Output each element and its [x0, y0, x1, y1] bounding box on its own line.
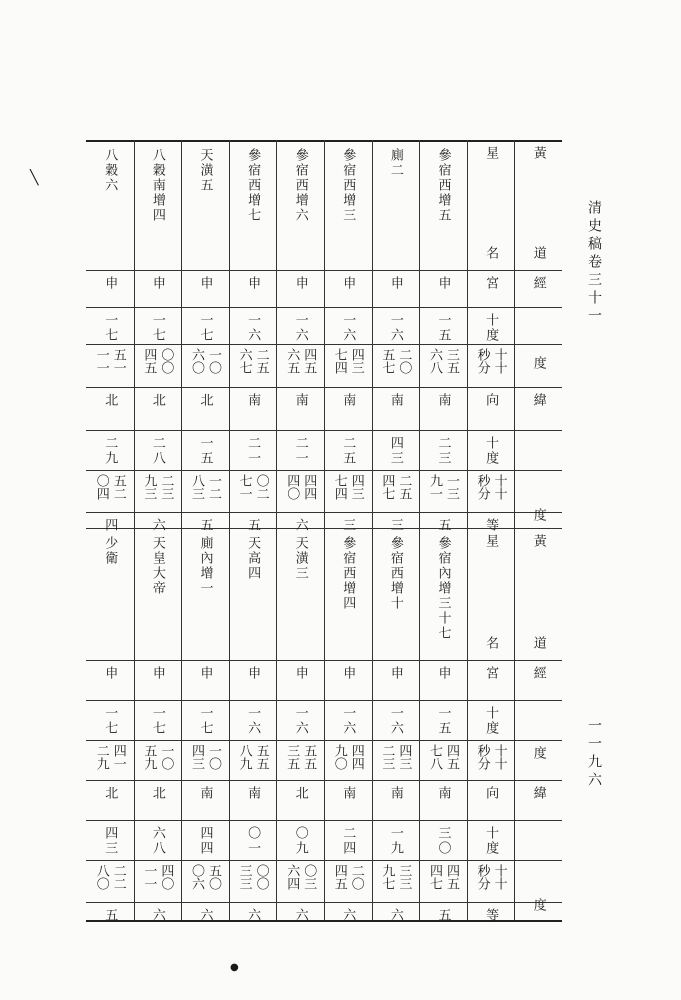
- palace-value: 申: [340, 276, 356, 291]
- latitude-min-sec: [134, 470, 182, 512]
- latitude-min-sec: [419, 860, 467, 902]
- longitude-degree: 一六: [245, 313, 261, 343]
- latitude-degree: 二五: [340, 436, 356, 466]
- stray-mark: ╲: [30, 170, 39, 186]
- value-part: 七四: [331, 474, 347, 500]
- longitude-label: 經: [530, 666, 546, 681]
- value-part: 七八: [426, 744, 442, 770]
- latitude-degree: 二一: [292, 436, 308, 466]
- star-name: 參宿內增三十七: [435, 536, 451, 641]
- palace-header: 宮: [483, 666, 499, 681]
- latitude-direction: 南: [387, 393, 403, 408]
- value-part: 秒分: [474, 744, 490, 770]
- magnitude-value: 三: [340, 518, 356, 533]
- value-part: 九七: [379, 864, 395, 890]
- star-name: 參宿西增四: [340, 536, 356, 611]
- degree-header: 十度: [483, 706, 499, 736]
- degree-label: 度: [530, 898, 546, 913]
- latitude-min-sec: [324, 470, 372, 512]
- latitude-min-sec: [229, 860, 277, 902]
- star-name: 參宿西增六: [292, 148, 308, 223]
- latitude-direction: 南: [340, 393, 356, 408]
- degree-header: 十度: [483, 436, 499, 466]
- star-name: 天潢三: [292, 536, 308, 581]
- value-part: 〇〇: [158, 348, 174, 374]
- latitude-degree: 〇九: [292, 826, 308, 856]
- magnitude-value: 六: [387, 908, 403, 923]
- palace-value: 申: [387, 276, 403, 291]
- latitude-degree: 二九: [102, 436, 118, 466]
- latitude-degree: 四三: [102, 826, 118, 856]
- degree-label: 度: [530, 356, 546, 371]
- value-part: 五〇: [205, 864, 221, 890]
- latitude-direction: 南: [387, 786, 403, 801]
- magnitude-value: 六: [292, 518, 308, 533]
- degree-header: 十度: [483, 826, 499, 856]
- longitude-min-sec: [372, 740, 420, 780]
- longitude-degree: 一六: [292, 706, 308, 736]
- value-part: 四五: [141, 348, 157, 374]
- latitude-direction: 北: [292, 786, 308, 801]
- latitude-min-sec: [229, 470, 277, 512]
- value-part: 一〇: [158, 744, 174, 770]
- longitude-min-sec: [134, 344, 182, 387]
- longitude-min-sec: [419, 344, 467, 387]
- value-part: 四一: [110, 744, 126, 770]
- value-part: 〇四: [93, 474, 109, 500]
- magnitude-value: 六: [149, 518, 165, 533]
- longitude-min-sec: [372, 344, 420, 387]
- value-part: 〇二: [253, 474, 269, 500]
- min-sec-header: [467, 740, 515, 780]
- value-part: 二九: [93, 744, 109, 770]
- min-sec-header: [467, 344, 515, 387]
- value-part: 四五: [301, 348, 317, 374]
- ecliptic-label: 黃: [530, 146, 546, 161]
- magnitude-value: 六: [149, 908, 165, 923]
- palace-value: 申: [102, 276, 118, 291]
- longitude-degree: 一五: [435, 313, 451, 343]
- value-part: 三五: [284, 744, 300, 770]
- longitude-degree: 一六: [292, 313, 308, 343]
- latitude-min-sec: [276, 860, 324, 902]
- value-part: 八三: [188, 474, 204, 500]
- longitude-min-sec: [324, 344, 372, 387]
- value-part: 三五: [443, 348, 459, 374]
- latitude-degree: 二四: [340, 826, 356, 856]
- value-part: 四五: [443, 744, 459, 770]
- latitude-degree: 六八: [149, 826, 165, 856]
- latitude-degree: 二三: [435, 436, 451, 466]
- direction-header: 向: [483, 393, 499, 408]
- value-part: 〇〇: [253, 864, 269, 890]
- star-name-header: 名: [483, 636, 499, 651]
- longitude-degree: 一七: [102, 313, 118, 343]
- value-part: 四七: [426, 864, 442, 890]
- value-part: 一二: [205, 474, 221, 500]
- longitude-min-sec: [229, 740, 277, 780]
- latitude-label: 緯: [530, 393, 546, 408]
- star-name-header: 星: [483, 534, 499, 549]
- palace-value: 申: [292, 666, 308, 681]
- palace-value: 申: [149, 666, 165, 681]
- latitude-min-sec: [181, 860, 229, 902]
- star-name: 天高四: [245, 536, 261, 581]
- value-part: 二三: [379, 744, 395, 770]
- latitude-min-sec: [276, 470, 324, 512]
- value-part: 二三: [158, 474, 174, 500]
- latitude-degree: 四三: [387, 436, 403, 466]
- latitude-direction: 北: [102, 786, 118, 801]
- longitude-degree: 一七: [149, 313, 165, 343]
- star-name: 參宿西增七: [245, 148, 261, 223]
- magnitude-value: 五: [102, 908, 118, 923]
- latitude-min-sec: [324, 860, 372, 902]
- value-part: 四四: [348, 744, 364, 770]
- value-part: 三三: [236, 864, 252, 890]
- longitude-min-sec: [134, 740, 182, 780]
- value-part: 七一: [236, 474, 252, 500]
- longitude-degree: 一六: [245, 706, 261, 736]
- longitude-min-sec: [181, 344, 229, 387]
- latitude-min-sec: [181, 470, 229, 512]
- latitude-direction: 南: [245, 393, 261, 408]
- palace-value: 申: [102, 666, 118, 681]
- palace-value: 申: [435, 666, 451, 681]
- palace-value: 申: [245, 276, 261, 291]
- latitude-min-sec: [134, 860, 182, 902]
- chapter-title: 清史稿卷三十一: [586, 200, 602, 326]
- value-part: 五二: [110, 474, 126, 500]
- latitude-degree: 三〇: [435, 826, 451, 856]
- magnitude-value: 五: [197, 518, 213, 533]
- star-name: 廁內增一: [197, 536, 213, 596]
- value-part: 四三: [188, 744, 204, 770]
- page-number: 一一九六: [586, 718, 602, 790]
- value-part: 十十: [491, 864, 507, 890]
- longitude-min-sec: [276, 740, 324, 780]
- palace-value: 申: [197, 666, 213, 681]
- magnitude-value: 六: [340, 908, 356, 923]
- latitude-direction: 北: [102, 393, 118, 408]
- palace-header: 宮: [483, 276, 499, 291]
- value-part: 五五: [253, 744, 269, 770]
- min-sec-header: [467, 470, 515, 512]
- longitude-degree: 一六: [340, 313, 356, 343]
- longitude-label: 經: [530, 276, 546, 291]
- value-part: 四三: [396, 744, 412, 770]
- value-part: 八〇: [93, 864, 109, 890]
- longitude-degree: 一七: [102, 706, 118, 736]
- longitude-degree: 一六: [387, 313, 403, 343]
- latitude-min-sec: [372, 860, 420, 902]
- value-part: 四〇: [158, 864, 174, 890]
- latitude-direction: 南: [245, 786, 261, 801]
- value-part: 六四: [284, 864, 300, 890]
- value-part: 四三: [348, 474, 364, 500]
- longitude-min-sec: [229, 344, 277, 387]
- star-name: 廁二: [387, 148, 403, 178]
- value-part: 二〇: [396, 348, 412, 374]
- palace-value: 申: [149, 276, 165, 291]
- latitude-direction: 南: [435, 393, 451, 408]
- longitude-degree: 一六: [387, 706, 403, 736]
- longitude-min-sec: [276, 344, 324, 387]
- latitude-direction: 南: [435, 786, 451, 801]
- value-part: 九〇: [331, 744, 347, 770]
- palace-value: 申: [387, 666, 403, 681]
- longitude-degree: 一七: [197, 706, 213, 736]
- latitude-direction: 南: [340, 786, 356, 801]
- value-part: 七四: [331, 348, 347, 374]
- longitude-degree: 一七: [149, 706, 165, 736]
- ecliptic-sub-label: 道: [530, 636, 546, 651]
- value-part: 九三: [141, 474, 157, 500]
- star-name: 參宿西增五: [435, 148, 451, 223]
- longitude-min-sec: [419, 740, 467, 780]
- value-part: 六八: [426, 348, 442, 374]
- longitude-min-sec: [324, 740, 372, 780]
- latitude-min-sec: [372, 470, 420, 512]
- value-part: 秒分: [474, 864, 490, 890]
- latitude-direction: 北: [149, 786, 165, 801]
- direction-header: 向: [483, 786, 499, 801]
- longitude-min-sec: [86, 740, 134, 780]
- latitude-degree: 一五: [197, 436, 213, 466]
- magnitude-value: 五: [245, 518, 261, 533]
- value-part: 一〇: [205, 744, 221, 770]
- magnitude-header: 等: [483, 908, 499, 923]
- value-part: 十十: [491, 474, 507, 500]
- latitude-direction: 北: [149, 393, 165, 408]
- latitude-min-sec: [86, 470, 134, 512]
- longitude-min-sec: [86, 344, 134, 387]
- value-part: 二五: [396, 474, 412, 500]
- value-part: 四五: [443, 864, 459, 890]
- value-part: 二二: [110, 864, 126, 890]
- value-part: 四三: [348, 348, 364, 374]
- value-part: 五五: [301, 744, 317, 770]
- value-part: 四五: [331, 864, 347, 890]
- magnitude-header: 等: [483, 518, 499, 533]
- min-sec-header: [467, 860, 515, 902]
- latitude-min-sec: [419, 470, 467, 512]
- longitude-degree: 一六: [340, 706, 356, 736]
- value-part: 四四: [301, 474, 317, 500]
- value-part: 一〇: [205, 348, 221, 374]
- value-part: 四〇: [284, 474, 300, 500]
- latitude-degree: 二一: [245, 436, 261, 466]
- value-part: 十十: [491, 744, 507, 770]
- degree-header: 十度: [483, 313, 499, 343]
- palace-value: 申: [292, 276, 308, 291]
- magnitude-value: 五: [435, 518, 451, 533]
- value-part: 〇三: [301, 864, 317, 890]
- stray-dot: ●: [230, 962, 239, 973]
- latitude-degree: 四四: [197, 826, 213, 856]
- value-part: 二五: [253, 348, 269, 374]
- value-part: 一三: [443, 474, 459, 500]
- degree-label: 度: [530, 746, 546, 761]
- latitude-degree: 二八: [149, 436, 165, 466]
- magnitude-value: 三: [387, 518, 403, 533]
- star-name: 參宿西增三: [340, 148, 356, 223]
- value-part: 六五: [284, 348, 300, 374]
- value-part: 九一: [426, 474, 442, 500]
- star-name: 八穀六: [102, 148, 118, 193]
- magnitude-value: 五: [435, 908, 451, 923]
- palace-value: 申: [340, 666, 356, 681]
- latitude-label: 緯: [530, 786, 546, 801]
- star-name: 參宿西增十: [387, 536, 403, 611]
- value-part: 五七: [379, 348, 395, 374]
- magnitude-value: 四: [102, 518, 118, 533]
- star-name-header: 星: [483, 146, 499, 161]
- magnitude-value: 六: [197, 908, 213, 923]
- degree-label: 度: [530, 508, 546, 523]
- value-part: 秒分: [474, 474, 490, 500]
- star-name: 天皇大帝: [149, 536, 165, 596]
- latitude-degree: 〇一: [245, 826, 261, 856]
- value-part: 十十: [491, 348, 507, 374]
- latitude-direction: 南: [197, 786, 213, 801]
- latitude-degree: 一九: [387, 826, 403, 856]
- value-part: 五一: [110, 348, 126, 374]
- longitude-degree: 一七: [197, 313, 213, 343]
- latitude-direction: 北: [197, 393, 213, 408]
- magnitude-value: 六: [292, 908, 308, 923]
- value-part: 六七: [236, 348, 252, 374]
- value-part: 一一: [93, 348, 109, 374]
- latitude-direction: 南: [292, 393, 308, 408]
- star-name: 天潢五: [197, 148, 213, 193]
- magnitude-value: 六: [245, 908, 261, 923]
- palace-value: 申: [435, 276, 451, 291]
- palace-value: 申: [197, 276, 213, 291]
- star-name: 少衛: [102, 536, 118, 566]
- value-part: 四七: [379, 474, 395, 500]
- value-part: 二〇: [348, 864, 364, 890]
- longitude-min-sec: [181, 740, 229, 780]
- value-part: 〇六: [188, 864, 204, 890]
- value-part: 六〇: [188, 348, 204, 374]
- ecliptic-label: 黃: [530, 534, 546, 549]
- value-part: 一一: [141, 864, 157, 890]
- longitude-degree: 一五: [435, 706, 451, 736]
- star-name: 八穀南增四: [149, 148, 165, 223]
- latitude-min-sec: [86, 860, 134, 902]
- star-table: [86, 140, 562, 923]
- value-part: 秒分: [474, 348, 490, 374]
- value-part: 五九: [141, 744, 157, 770]
- value-part: 八九: [236, 744, 252, 770]
- ecliptic-sub-label: 道: [530, 246, 546, 261]
- star-name-header: 名: [483, 246, 499, 261]
- value-part: 三三: [396, 864, 412, 890]
- palace-value: 申: [245, 666, 261, 681]
